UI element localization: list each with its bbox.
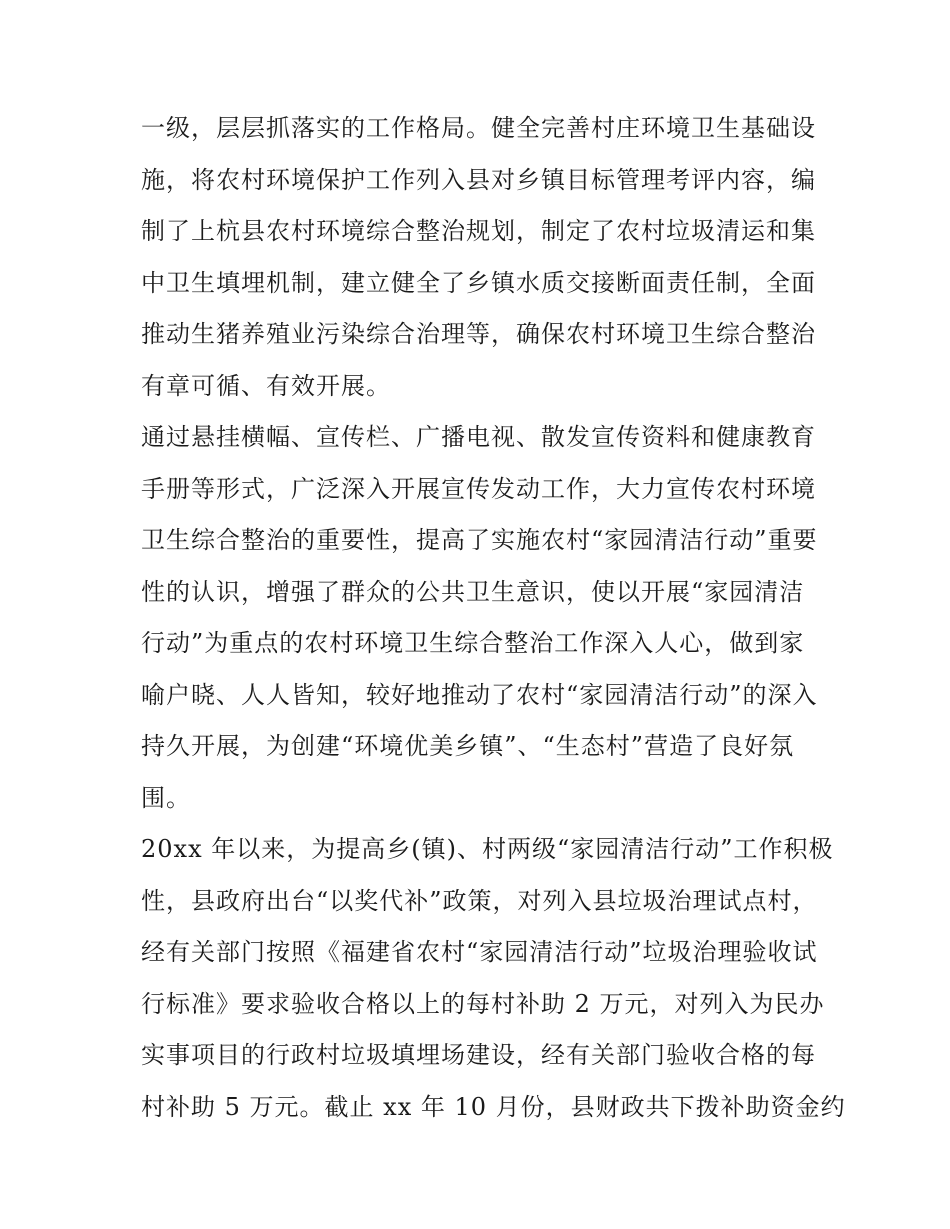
text-line: 喻户晓、人人皆知，较好地推动了农村“家园清洁行动”的深入 [141,680,818,709]
text-line: 卫生综合整治的重要性，提高了实施农村“家园清洁行动”重要 [141,526,818,554]
text-line: 村补助 5 万元。截止 xx 年 10 月份，县财政共下拨补助资金约 [141,1092,846,1121]
text-line: 有章可循、有效开展。 [141,371,391,400]
text-line: 中卫生填埋机制，建立健全了乡镇水质交接断面责任制，全面 [141,268,816,297]
text-line: 经有关部门按照《福建省农村“家园清洁行动”垃圾治理验收试 [141,938,818,966]
text-line: 手册等形式，广泛深入开展宣传发动工作，大力宣传农村环境 [141,474,816,503]
text-line: 推动生猪养殖业污染综合治理等，确保农村环境卫生综合整治 [141,320,816,348]
text-line: 性，县政府出台“以奖代补”政策，对列入县垃圾治理试点村， [141,886,818,915]
text-line: 实事项目的行政村垃圾填埋场建设，经有关部门验收合格的每 [141,1041,816,1069]
text-line: 一级，层层抓落实的工作格局。健全完善村庄环境卫生基础设 [141,114,816,142]
text-line: 20xx 年以来，为提高乡(镇)、村两级“家园清洁行动”工作积极 [141,835,834,863]
text-line: 持久开展，为创建“环境优美乡镇”、“生态村”营造了良好氛 [141,732,795,760]
text-line: 围。 [141,783,191,812]
body-text [141,103,846,1133]
text-line: 行标准》要求验收合格以上的每村补助 2 万元，对列入为民办 [141,989,825,1018]
text-line: 制了上杭县农村环境综合整治规划，制定了农村垃圾清运和集 [141,217,816,245]
text-line: 性的认识，增强了群众的公共卫生意识，使以开展“家园清洁 [141,577,805,606]
text-line: 行动”为重点的农村环境卫生综合整治工作深入人心，做到家 [141,629,805,657]
text-line: 施，将农村环境保护工作列入县对乡镇目标管理考评内容，编 [141,165,816,194]
text-line: 通过悬挂横幅、宣传栏、广播电视、散发宣传资料和健康教育 [141,423,816,451]
